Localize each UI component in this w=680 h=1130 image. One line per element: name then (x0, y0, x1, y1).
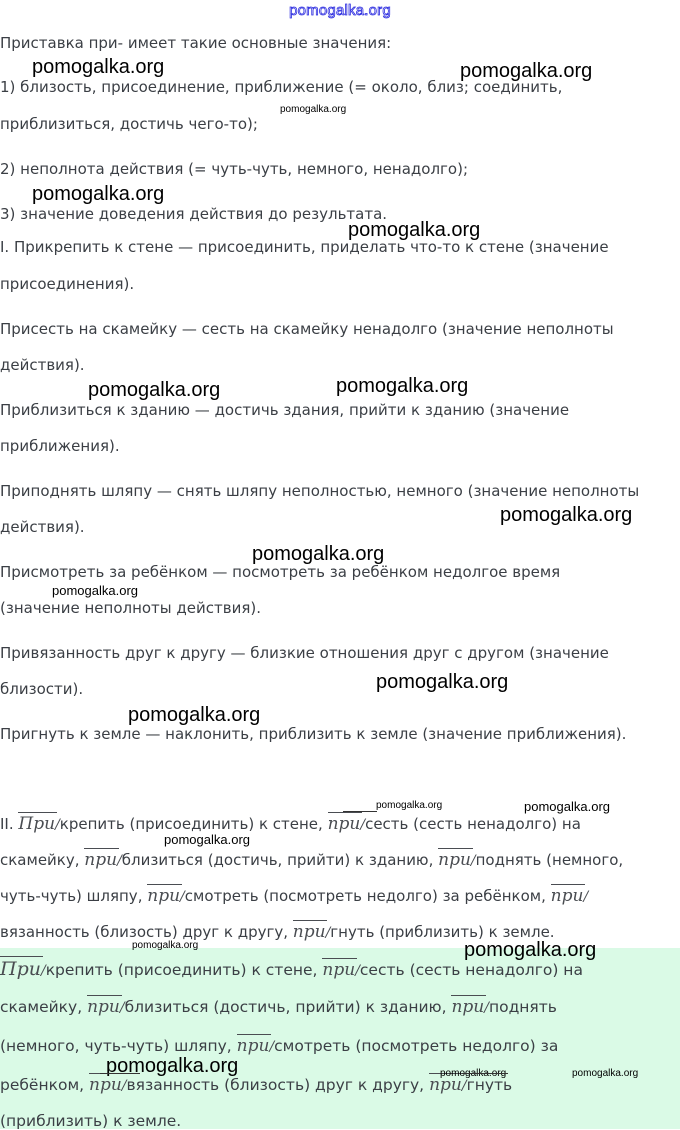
morpheme-line (0, 884, 588, 906)
watermark: pomogalka.org (464, 939, 597, 961)
watermark: pomogalka.org (32, 183, 165, 205)
prefix-marker: при/ (84, 850, 122, 870)
section-number: II. (0, 815, 14, 833)
meaning-line: 1) близость, присоединение, приближение (= около, близ; соединить, (0, 78, 563, 96)
example-line: Присмотреть за ребёнком — посмотреть за ребёнком недолгое время (0, 563, 561, 581)
watermark: pomogalka.org (106, 1055, 239, 1077)
prefix-marker: при/ (451, 997, 489, 1017)
watermark: pomogalka.org (280, 104, 347, 115)
watermark: pomogalka.org (460, 60, 593, 82)
watermark: pomogalka.org (164, 832, 250, 847)
word-fragment: близиться (достичь, прийти) к зданию, (124, 998, 447, 1016)
word-fragment: чуть-чуть) шляпу, (0, 887, 143, 905)
meaning-line: 3) значение доведения действия до результата. (0, 205, 388, 223)
example-line: I. Прикрепить к стене — присоединить, приделать что-то к стене (значение (0, 238, 609, 256)
morpheme-line (0, 848, 623, 870)
watermark: pomogalka.org (252, 543, 385, 565)
word-fragment: вязанность (близость) друг к другу, (126, 1076, 425, 1094)
word-fragment: близиться (достичь, прийти) к зданию, (121, 851, 434, 869)
watermark: pomogalka.org (376, 800, 443, 811)
meaning-line: 2) неполнота действия (= чуть-чуть, немного, ненадолго); (0, 160, 469, 178)
word-fragment: гнуть (466, 1076, 513, 1094)
watermark: pomogalka.org (376, 671, 509, 693)
watermark: pomogalka.org (524, 799, 610, 814)
word-fragment: гнуть (приблизить) к земле. (330, 923, 555, 941)
word-fragment: сесть (сесть ненадолго) на (359, 961, 583, 979)
divider (462, 1073, 508, 1074)
site-logo[interactable]: pomogalka.org (289, 2, 391, 19)
watermark: pomogalka.org (88, 379, 221, 401)
intro-heading: Приставка при- имеет такие основные значения: (0, 34, 392, 52)
watermark: pomogalka.org (52, 583, 138, 598)
word-fragment: скамейку, (0, 998, 83, 1016)
example-line: приближения). (0, 437, 120, 455)
example-line: присоединения). (0, 275, 135, 293)
watermark: pomogalka.org (128, 704, 261, 726)
example-line: Приподнять шляпу — снять шляпу неполностью, немного (значение неполноты (0, 482, 640, 500)
example-line: действия). (0, 518, 85, 536)
example-line: Приблизиться к зданию — достичь здания, прийти к зданию (значение (0, 401, 570, 419)
answer-line (0, 995, 557, 1017)
word-fragment: сесть (сесть ненадолго) на (365, 815, 581, 833)
prefix-marker: при/ (147, 886, 185, 906)
word-fragment: вязанность (близость) друг к другу, (0, 923, 288, 941)
prefix-marker: при/ (292, 922, 331, 942)
watermark: pomogalka.org (348, 219, 481, 241)
watermark: pomogalka.org (132, 940, 199, 951)
word-fragment: поднять (488, 998, 557, 1016)
watermark: pomogalka.org (336, 375, 469, 397)
prefix-marker: при/ (87, 997, 125, 1017)
prefix-marker: При/ (0, 958, 46, 980)
watermark: pomogalka.org (572, 1068, 639, 1079)
word-fragment: смотреть (посмотреть недолго) за (274, 1037, 559, 1055)
example-line: Присесть на скамейку — сесть на скамейку ненадолго (значение неполноты (0, 320, 614, 338)
answer-line (0, 1034, 558, 1056)
answer-line: (приблизить) к земле. (0, 1112, 182, 1130)
watermark: pomogalka.org (500, 504, 633, 526)
prefix-marker: при/ (550, 886, 589, 906)
example-line: Привязанность друг к другу — близкие отношения друг с другом (значение (0, 644, 609, 662)
example-line: Пригнуть к земле — наклонить, приблизить к земле (значение приближения). (0, 725, 627, 743)
example-line: (значение неполноты действия). (0, 599, 261, 617)
morpheme-line (0, 812, 581, 834)
watermark: pomogalka.org (32, 56, 165, 78)
example-line: действия). (0, 356, 85, 374)
word-fragment: поднять (немного, (475, 851, 624, 869)
answer-block (0, 948, 680, 1129)
divider (100, 1073, 140, 1074)
word-fragment: крепить (присоединить) к стене, (59, 815, 323, 833)
word-fragment: (немного, чуть-чуть) шляпу, (0, 1037, 232, 1055)
example-line: близости). (0, 680, 84, 698)
prefix-marker: При/ (18, 814, 60, 834)
word-fragment: смотреть (посмотреть недолго) за ребёнком, (184, 887, 546, 905)
prefix-marker: при/ (236, 1036, 275, 1056)
word-fragment: крепить (присоединить) к стене, (45, 961, 318, 979)
word-fragment: ребёнком, (0, 1076, 85, 1094)
prefix-marker: при/ (429, 1075, 467, 1095)
divider (343, 811, 377, 812)
word-fragment: скамейку, (0, 851, 80, 869)
prefix-marker: при/ (322, 960, 360, 980)
prefix-marker: при/ (89, 1075, 127, 1095)
meaning-line: приблизиться, достичь чего-то); (0, 115, 258, 133)
prefix-marker: при/ (438, 850, 476, 870)
answer-line (0, 1073, 512, 1095)
watermark: pomogalka.org (440, 1068, 507, 1079)
prefix-marker: при/ (327, 814, 366, 834)
